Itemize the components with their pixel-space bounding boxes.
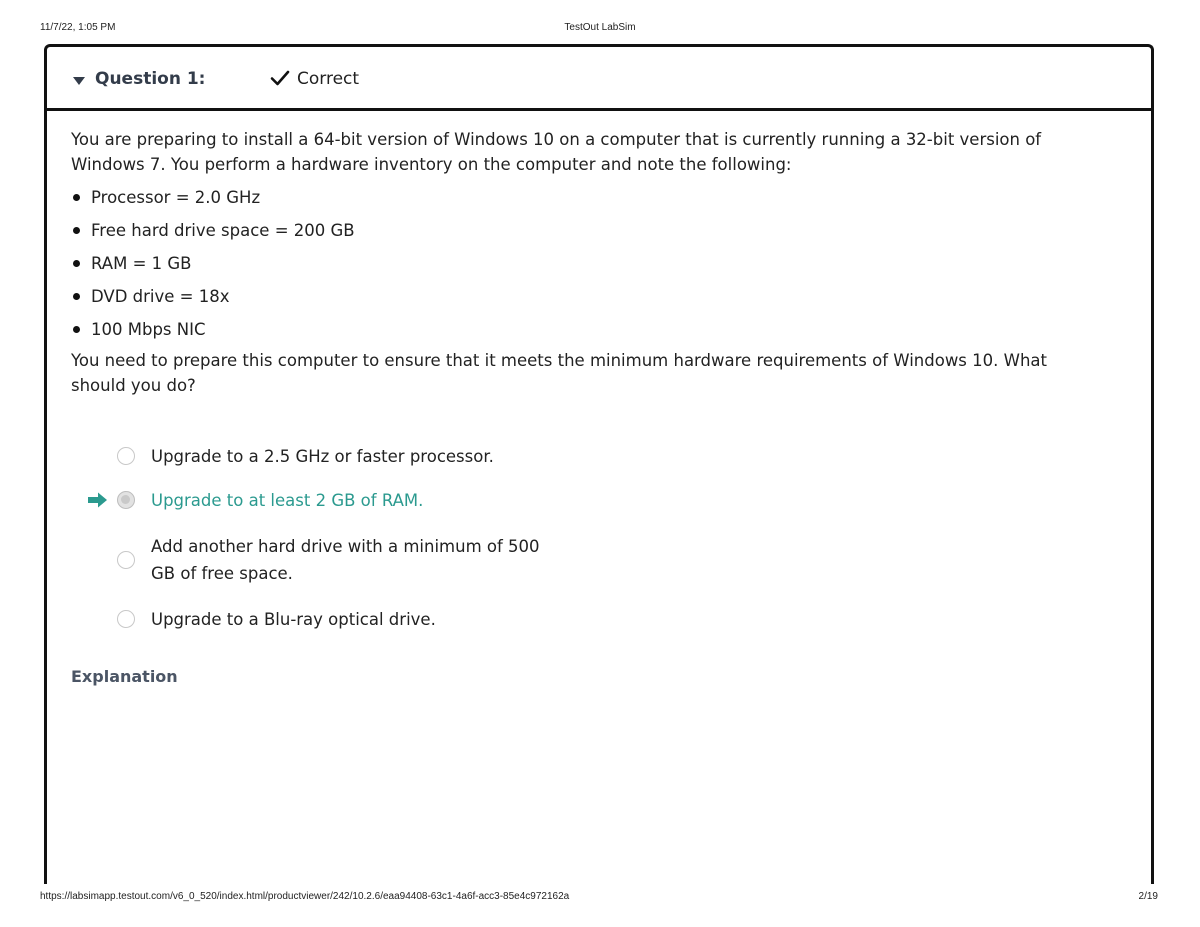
spec-text: DVD drive = 18x [91,287,230,306]
spec-text: RAM = 1 GB [91,254,192,273]
bullet-icon [73,326,80,333]
radio-button[interactable] [117,610,135,628]
print-datetime: 11/7/22, 1:05 PM [40,22,116,33]
bullet-icon [73,293,80,300]
answer-option-4[interactable] [87,606,687,633]
answer-label: Add another hard drive with a minimum of 500 GB of free space. [151,537,540,583]
hardware-spec-list [71,181,1091,346]
print-header [0,22,1200,38]
question-body [71,127,1091,398]
spec-text: Free hard drive space = 200 GB [91,221,355,240]
bullet-icon [73,227,80,234]
question-title: Question 1: [95,69,206,89]
explanation-heading[interactable]: Explanation [71,667,178,686]
print-title: TestOut LabSim [564,22,636,33]
radio-button[interactable] [117,491,135,509]
question-header[interactable] [47,47,1151,111]
answer-option-1[interactable] [87,443,687,470]
answer-label: Upgrade to a Blu-ray optical drive. [151,610,436,629]
question-status: Correct [297,69,360,89]
bullet-icon [73,194,80,201]
caret-down-icon[interactable] [73,77,85,85]
answer-option-2[interactable] [87,487,687,514]
question-prompt: You need to prepare this computer to ensure that it meets the minimum hardware requirements of Windows 10. What should you do? [71,351,1047,395]
list-item [71,280,1091,313]
question-intro: You are preparing to install a 64-bit version of Windows 10 on a computer that is currently running a 32-bit version of Windows 7. You perform a hardware inventory on the computer and note the following: [71,130,1042,174]
question-card [44,44,1154,884]
bullet-icon [73,260,80,267]
arrow-right-icon [87,491,109,509]
radio-button[interactable] [117,447,135,465]
answer-label: Upgrade to a 2.5 GHz or faster processor. [151,447,494,466]
spec-text: 100 Mbps NIC [91,320,206,339]
list-item [71,181,1091,214]
print-page-number: 2/19 [1138,891,1158,902]
answer-label: Upgrade to at least 2 GB of RAM. [151,491,424,510]
spec-text: Processor = 2.0 GHz [91,188,261,207]
print-footer [0,891,1200,907]
print-url: https://labsimapp.testout.com/v6_0_520/index.html/productviewer/242/10.2.6/eaa94408-63c1-4a6f-acc3-85e4c972162a [40,891,570,902]
checkmark-icon [269,67,291,89]
answer-option-3[interactable] [87,533,687,587]
radio-button[interactable] [117,551,135,569]
list-item [71,313,1091,346]
list-item [71,247,1091,280]
list-item [71,214,1091,247]
